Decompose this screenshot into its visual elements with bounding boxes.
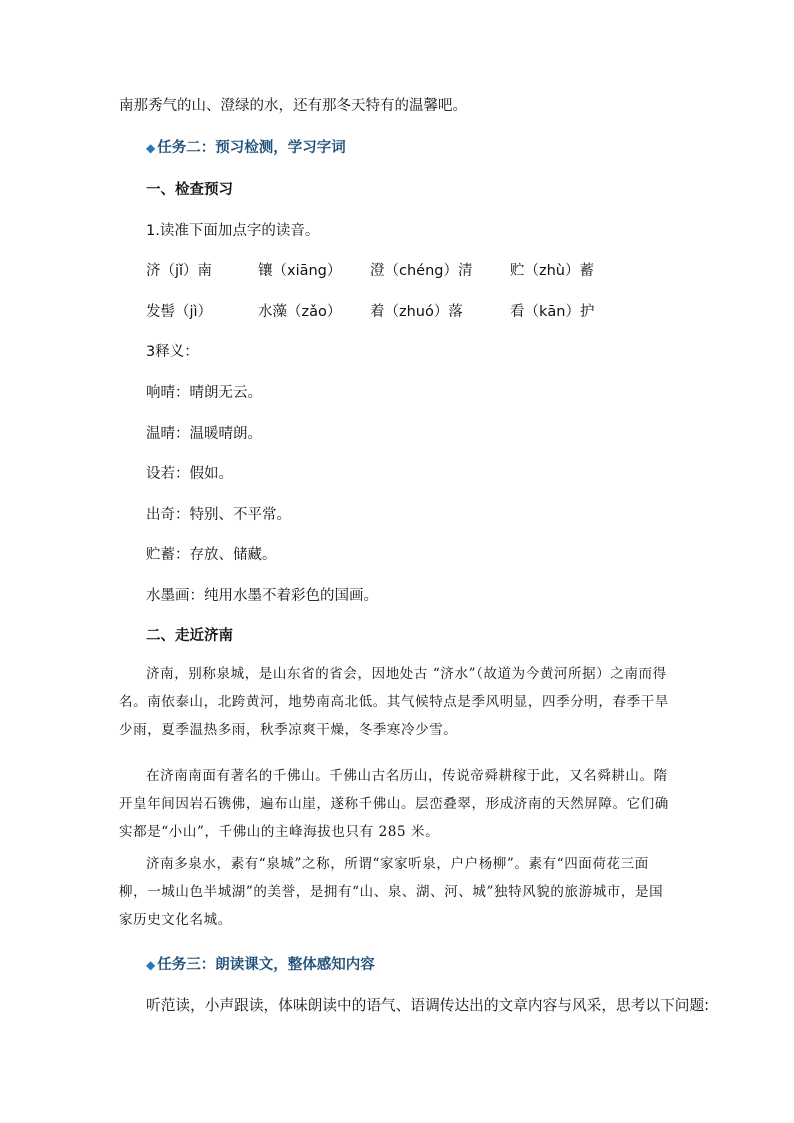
section-jinan-title: 二、走近济南 bbox=[146, 628, 233, 644]
definition-item: 出奇：特别、不平常。 bbox=[146, 507, 291, 523]
definition-meaning: 晴朗无云。 bbox=[189, 385, 262, 401]
pinyin-word: 着（zhuó）落 bbox=[370, 304, 463, 320]
item1-title: 1.读准下面加点字的读音。 bbox=[146, 223, 320, 239]
definition-meaning: 特别、不平常。 bbox=[189, 507, 291, 523]
definition-item: 设若：假如。 bbox=[146, 466, 233, 482]
pinyin-word: 济（jǐ）南 bbox=[146, 263, 213, 279]
intro-line: 南那秀气的山、澄绿的水，还有那冬天特有的温馨吧。 bbox=[119, 98, 467, 114]
definition-term: 温晴 bbox=[146, 426, 175, 442]
diamond-bullet-icon: ◆ bbox=[146, 141, 156, 155]
definition-term: 贮蓄 bbox=[146, 547, 175, 563]
pinyin-word: 水藻（zǎo） bbox=[258, 304, 342, 320]
task2-heading bbox=[146, 138, 346, 158]
diamond-bullet-icon: ◆ bbox=[146, 958, 156, 972]
definition-meaning: 纯用水墨不着彩色的国画。 bbox=[204, 588, 378, 604]
pinyin-word: 贮（zhù）蓄 bbox=[510, 263, 594, 279]
paragraph-spring-city: 济南多泉水，素有“泉城”之称，所谓“家家听泉，户户杨柳”。素有“四面荷花三面柳，一城山色半城湖”的美誉，是拥有“山、泉、湖、河、城”独特风貌的旅游城市，是国家历史文化名城。 bbox=[119, 856, 664, 928]
item3-title: 3释义： bbox=[146, 344, 199, 360]
definition-meaning: 存放、储藏。 bbox=[189, 547, 277, 563]
task3-title: 任务三：朗读课文，整体感知内容 bbox=[157, 957, 375, 973]
paragraph-jinan-overview: 济南，别称泉城，是山东省的省会，因地处古 “济水”（故道为今黄河所据）之南而得名。南依泰山，北跨黄河，地势南高北低。其气候特点是季风明显，四季分明，春季干旱少雨，夏季温热多雨，秋季凉爽干燥，冬季寒冷少雪。 bbox=[119, 666, 669, 738]
pinyin-word: 澄（chéng）清 bbox=[370, 263, 473, 279]
definition-item: 响晴：晴朗无云。 bbox=[146, 385, 262, 401]
definition-meaning: 假如。 bbox=[189, 466, 233, 482]
pinyin-word: 看（kān）护 bbox=[510, 304, 595, 320]
pinyin-word: 镶（xiāng） bbox=[258, 263, 342, 279]
definition-term: 设若 bbox=[146, 466, 175, 482]
task2-title: 任务二：预习检测，学习字词 bbox=[157, 140, 346, 156]
reading-instruction: 听范读，小声跟读，体味朗读中的语气、语调传达出的文章内容与风采，思考以下问题: bbox=[146, 997, 710, 1014]
definition-term: 出奇 bbox=[146, 507, 175, 523]
definition-term: 响晴 bbox=[146, 385, 175, 401]
task3-heading bbox=[146, 955, 375, 975]
section-check-preview-title: 一、检查预习 bbox=[146, 182, 233, 198]
definition-item: 温晴：温暖晴朗。 bbox=[146, 426, 262, 442]
definition-meaning: 温暖晴朗。 bbox=[189, 426, 262, 442]
definition-item: 水墨画：纯用水墨不着彩色的国画。 bbox=[146, 588, 378, 604]
pinyin-word: 发髻（jì） bbox=[146, 304, 213, 320]
paragraph-qianfo-mountain: 在济南南面有著名的千佛山。千佛山古名历山，传说帝舜耕稼于此，又名舜耕山。隋开皇年间因岩石镌佛，遍布山崖，遂称千佛山。层峦叠翠，形成济南的天然屏障。它们确实都是“小山”，千佛山的主峰海拔也只有 285 米。 bbox=[119, 768, 669, 840]
definition-term: 水墨画 bbox=[146, 588, 190, 604]
definition-item: 贮蓄：存放、储藏。 bbox=[146, 547, 277, 563]
